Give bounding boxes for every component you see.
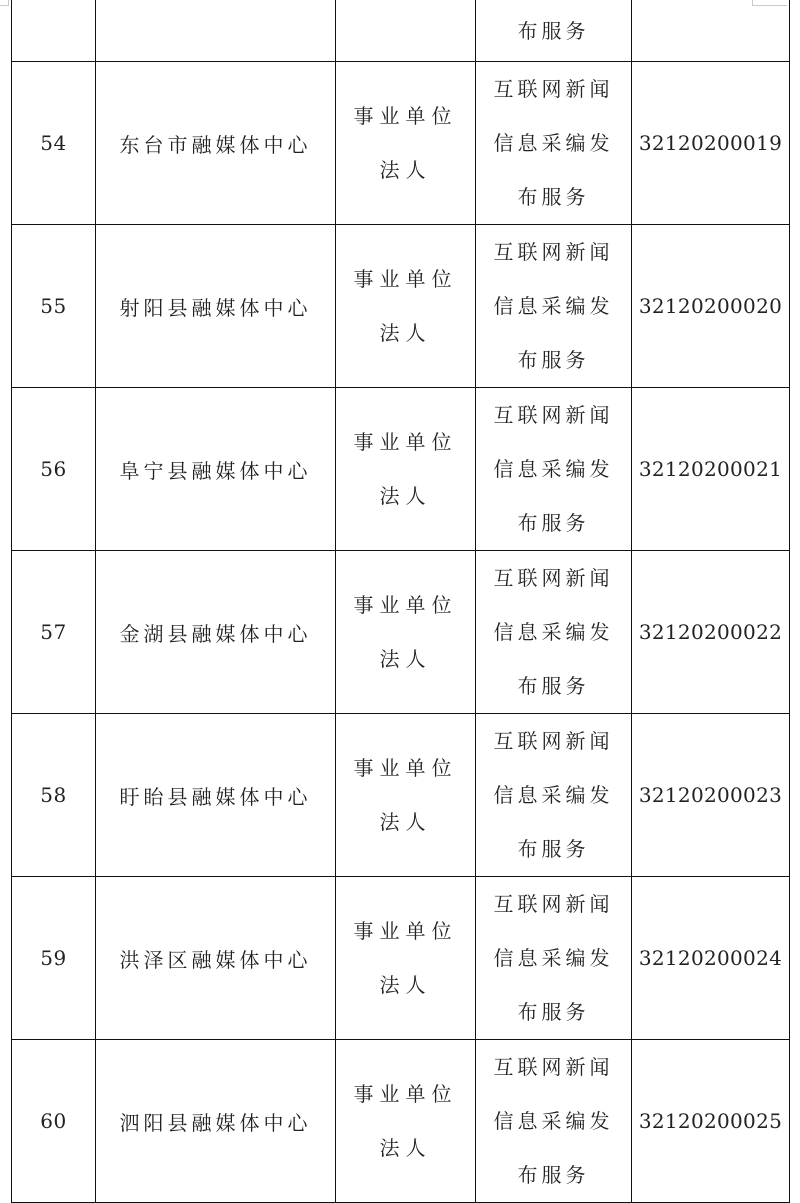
row-number: 57	[12, 551, 96, 714]
service-item: 互联网新闻信息采编发布服务	[493, 729, 614, 861]
org-type: 事业单位法人	[353, 104, 458, 182]
table-row	[12, 551, 790, 714]
cell-name	[96, 0, 336, 62]
table-row	[12, 388, 790, 551]
row-number: 55	[12, 225, 96, 388]
cell-type	[336, 1040, 476, 1203]
org-type: 事业单位法人	[353, 1082, 458, 1160]
cell-service	[476, 62, 632, 225]
cell-num	[12, 0, 96, 62]
org-type: 事业单位法人	[353, 756, 458, 834]
license-table	[11, 0, 790, 1203]
org-type: 事业单位法人	[353, 430, 458, 508]
license-code: 32120200024	[632, 877, 790, 1040]
org-name: 盱眙县融媒体中心	[96, 714, 336, 877]
table-row	[12, 62, 790, 225]
row-number: 58	[12, 714, 96, 877]
cell-type	[336, 714, 476, 877]
org-name: 金湖县融媒体中心	[96, 551, 336, 714]
cell-type	[336, 551, 476, 714]
org-name: 东台市融媒体中心	[96, 62, 336, 225]
service-item: 互联网新闻信息采编发布服务	[493, 77, 614, 209]
cell-service	[476, 551, 632, 714]
license-code: 32120200020	[632, 225, 790, 388]
row-number: 59	[12, 877, 96, 1040]
cell-service	[476, 1040, 632, 1203]
table-row	[12, 225, 790, 388]
cell-type	[336, 877, 476, 1040]
table-row	[12, 714, 790, 877]
service-item: 互联网新闻信息采编发布服务	[493, 566, 614, 698]
cell-type	[336, 388, 476, 551]
license-code: 32120200025	[632, 1040, 790, 1203]
service-item: 互联网新闻信息采编发布服务	[493, 403, 614, 535]
org-type: 事业单位法人	[353, 267, 458, 345]
table-row-partial	[12, 0, 790, 62]
license-code: 32120200023	[632, 714, 790, 877]
org-name: 洪泽区融媒体中心	[96, 877, 336, 1040]
cell-type	[336, 62, 476, 225]
cell-code	[632, 0, 790, 62]
row-number: 54	[12, 62, 96, 225]
service-item: 互联网新闻信息采编发布服务	[493, 1055, 614, 1187]
org-type: 事业单位法人	[353, 593, 458, 671]
cell-type	[336, 225, 476, 388]
org-name: 泗阳县融媒体中心	[96, 1040, 336, 1203]
cell-type	[336, 0, 476, 62]
table-row	[12, 877, 790, 1040]
cell-service	[476, 225, 632, 388]
row-number: 56	[12, 388, 96, 551]
row-number: 60	[12, 1040, 96, 1203]
corner-mark-left	[0, 0, 9, 6]
cell-service	[476, 388, 632, 551]
cell-service	[476, 877, 632, 1040]
cell-service	[476, 0, 632, 62]
service-item: 互联网新闻信息采编发布服务	[493, 892, 614, 1024]
org-name: 阜宁县融媒体中心	[96, 388, 336, 551]
license-code: 32120200019	[632, 62, 790, 225]
license-code: 32120200021	[632, 388, 790, 551]
org-type: 事业单位法人	[353, 919, 458, 997]
org-name: 射阳县融媒体中心	[96, 225, 336, 388]
table-row	[12, 1040, 790, 1203]
service-item: 互联网新闻信息采编发布服务	[493, 240, 614, 372]
service-text: 布服务	[517, 18, 590, 43]
cell-service	[476, 714, 632, 877]
license-code: 32120200022	[632, 551, 790, 714]
